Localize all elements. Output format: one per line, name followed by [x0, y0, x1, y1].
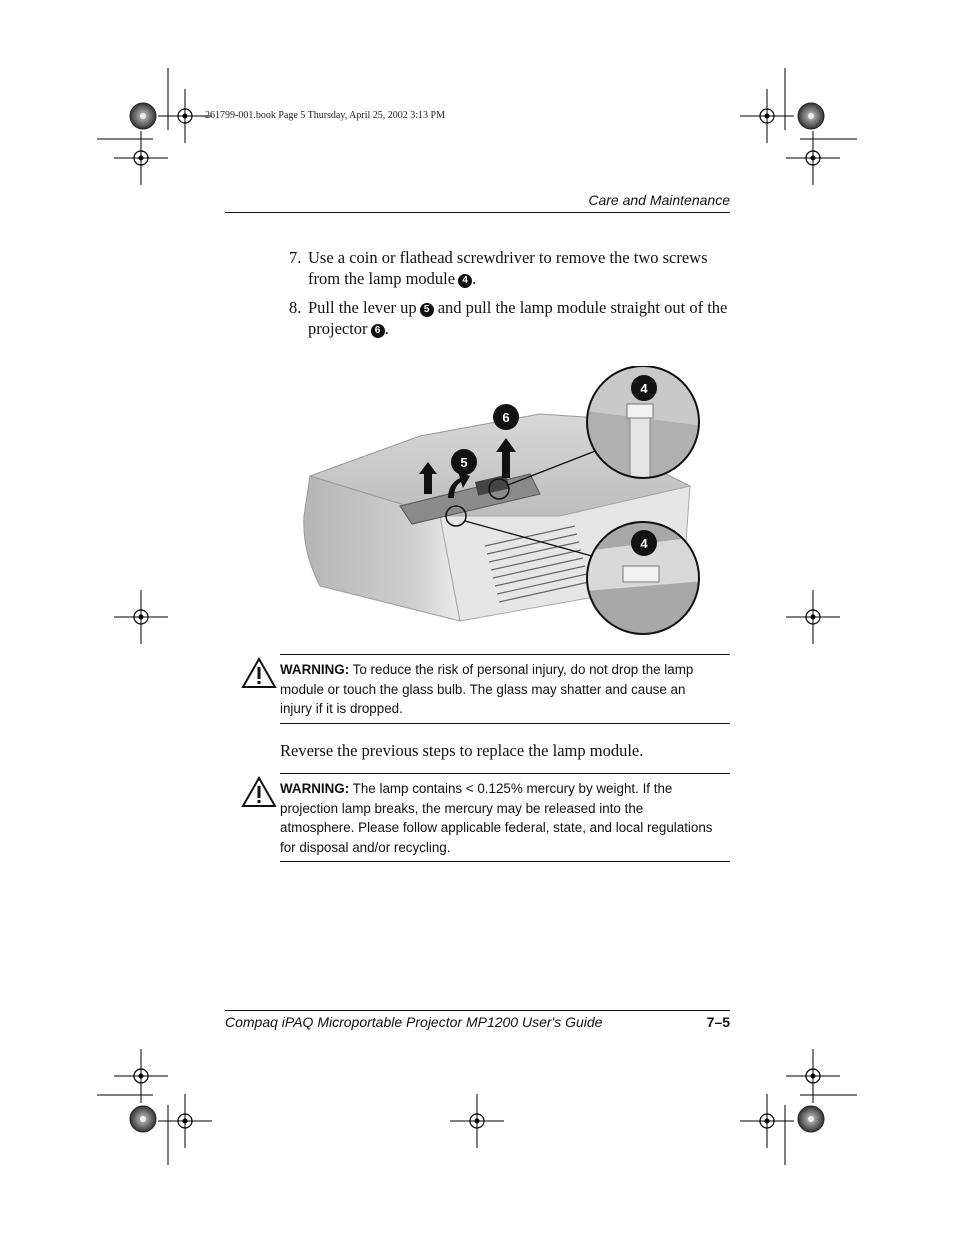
step-7: 7. Use a coin or flathead screwdriver to remove the two screws from the lamp module 4 . — [289, 248, 708, 288]
reverse-steps-paragraph: Reverse the previous steps to replace the lamp module. — [280, 741, 644, 760]
step-text: Pull the lever up — [308, 298, 417, 317]
print-slug: 261799-001.book Page 5 Thursday, April 25, 2002 3:13 PM — [205, 110, 445, 121]
warning-rule-bottom — [280, 861, 730, 862]
warning-rule-top — [280, 654, 730, 655]
callout-marker: 5 — [420, 303, 434, 317]
crosshair-mark — [740, 1094, 794, 1148]
step-number: 7. — [289, 248, 302, 267]
lamp-removal-figure — [300, 366, 710, 636]
crosshair-mark — [114, 590, 168, 644]
step-text: Use a coin or flathead screwdriver to remove the two screws from the lamp module — [308, 248, 708, 288]
warning-rule-top — [280, 773, 730, 774]
warning-block-2 — [280, 779, 720, 857]
callout-marker: 6 — [371, 324, 385, 338]
page-number: 7–5 — [706, 1014, 730, 1030]
step-text: and pull the lamp module straight out of the projector — [308, 298, 728, 338]
footer-title: Compaq iPAQ Microportable Projector MP1200 User's Guide — [225, 1014, 603, 1030]
callout-6: 6 — [502, 410, 510, 425]
header-rule — [225, 212, 730, 213]
warning-block-1 — [280, 660, 720, 719]
warning-icon — [241, 776, 277, 808]
starburst-mark — [130, 103, 156, 129]
warning-text: To reduce the risk of personal injury, do not drop the lamp module or touch the glass bulb. The glass may shatter and cause an injury if it is dropped. — [280, 662, 694, 716]
warning-label: WARNING: — [280, 662, 350, 677]
crosshair-mark — [786, 590, 840, 644]
callout-5: 5 — [460, 455, 468, 470]
crosshair-mark — [158, 89, 212, 143]
callout-4-top: 4 — [640, 381, 648, 396]
step-number: 8. — [289, 298, 302, 317]
warning-text: The lamp contains < 0.125% mercury by weight. If the projection lamp breaks, the mercury may be released into the atmosphere. Please follow applicable federal, state, and local regulations for disposal and/or recycling. — [280, 781, 713, 855]
starburst-mark — [798, 103, 824, 129]
starburst-mark — [798, 1106, 824, 1132]
footer-rule — [225, 1010, 730, 1011]
callout-marker: 4 — [458, 274, 472, 288]
crosshair-mark — [158, 1094, 212, 1148]
running-header: Care and Maintenance — [588, 192, 730, 208]
warning-label: WARNING: — [280, 781, 350, 796]
crosshair-mark — [450, 1094, 504, 1148]
crosshair-mark — [740, 89, 794, 143]
callout-4-bottom: 4 — [640, 536, 648, 551]
step-8: 8. Pull the lever up 5 and pull the lamp module straight out of the projector 6 . — [289, 298, 728, 338]
starburst-mark — [130, 1106, 156, 1132]
warning-icon — [241, 657, 277, 689]
warning-rule-bottom — [280, 723, 730, 724]
